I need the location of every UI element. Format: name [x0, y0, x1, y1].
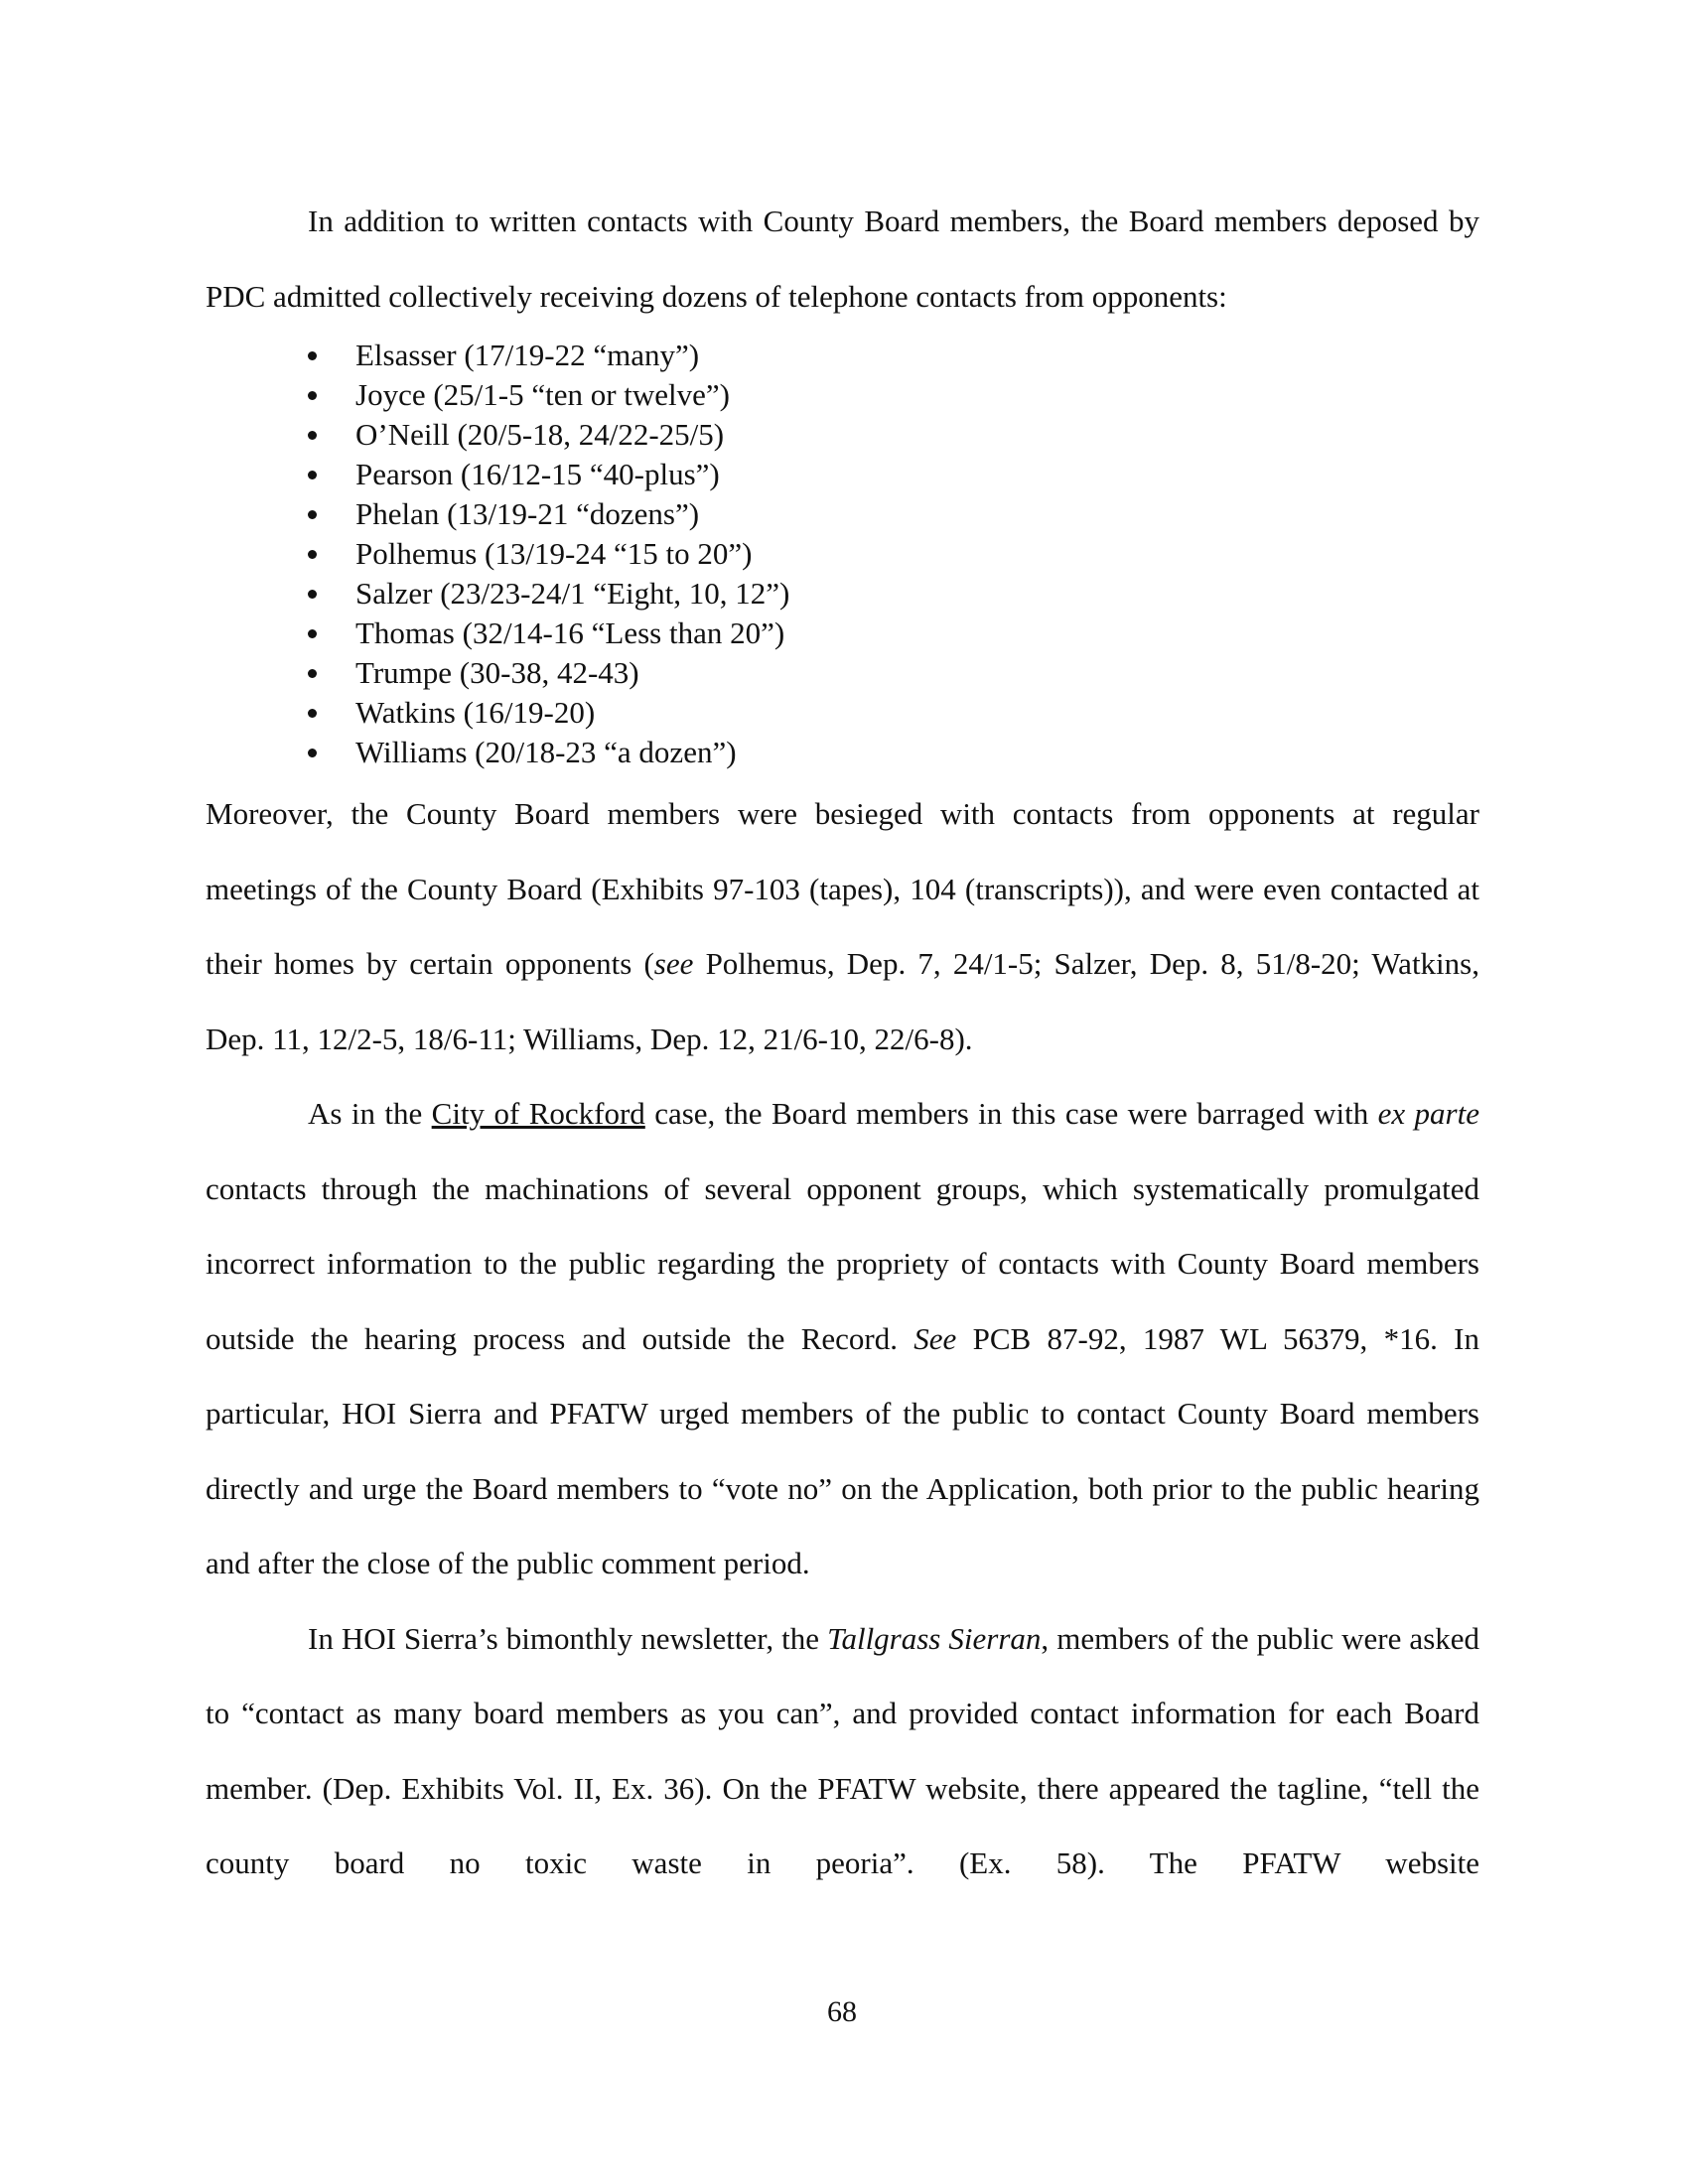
list-item-text: Pearson (16/12-15 “40-plus”) — [355, 457, 720, 491]
list-item — [308, 415, 1479, 455]
bullet-icon — [308, 749, 317, 757]
bullet-icon — [308, 391, 317, 400]
list-item — [308, 494, 1479, 534]
bullet-icon — [308, 550, 317, 559]
list-item — [308, 336, 1479, 375]
list-item-text: Phelan (13/19-21 “dozens”) — [355, 496, 700, 531]
case-name: City of Rockford — [431, 1096, 645, 1131]
paragraph-text: Polhemus, Dep. 7, 24/1-5; Salzer, Dep. 8, 51/8-20; Watkins, Dep. 11, 12/2-5, 18/6-11; Williams, Dep. 12, 21/6-10, 22/6-8). — [206, 946, 1479, 1056]
list-item-text: O’Neill (20/5-18, 24/22-25/5) — [355, 417, 725, 452]
list-item-text: Williams (20/18-23 “a dozen”) — [355, 735, 737, 769]
paragraph-text: In addition to written contacts with County Board members, the Board members deposed by PDC admitted collectively receiving dozens of telephone contacts from opponents: — [206, 204, 1479, 314]
list-item — [308, 614, 1479, 653]
paragraph-telephone-contacts — [206, 184, 1479, 334]
bullet-icon — [308, 510, 317, 519]
citation-signal: see — [653, 946, 694, 981]
list-item — [308, 455, 1479, 494]
list-item-text: Trumpe (30-38, 42-43) — [355, 655, 639, 690]
list-item — [308, 653, 1479, 693]
paragraph-text: PCB 87-92, 1987 WL 56379, *16. In particular, HOI Sierra and PFATW urged members of the public to contact County Board members directly and urge the Board members to “vote no” on the Application, both prior to the public hearing and after the close of the public comment period. — [206, 1320, 1479, 1580]
list-item — [308, 375, 1479, 415]
page-number: 68 — [827, 1995, 857, 2028]
paragraph-newsletter — [206, 1601, 1479, 1901]
bullet-icon — [308, 471, 317, 479]
paragraph-board-meetings — [206, 776, 1479, 1076]
paragraph-text: Moreover, the County Board members were besieged with contacts from opponents at regular meetings of the County Board (Exhibits 97-103 (tapes), 104 (transcripts)), and were even contacted at their homes by certain opponents ( — [206, 796, 1479, 981]
list-item — [308, 693, 1479, 733]
citation-signal: See — [913, 1320, 957, 1356]
list-item — [308, 534, 1479, 574]
latin-term: ex parte — [1377, 1096, 1479, 1131]
list-item-text: Polhemus (13/19-24 “15 to 20”) — [355, 536, 753, 571]
paragraph-text: contacts through the machinations of several opponent groups, which systematically promulgated incorrect information to the public regarding the propriety of contacts with County Board members outside the hearing process and outside the Record. — [206, 1170, 1479, 1356]
list-item — [308, 574, 1479, 614]
bullet-icon — [308, 669, 317, 678]
bullet-icon — [308, 351, 317, 360]
list-item-text: Thomas (32/14-16 “Less than 20”) — [355, 615, 785, 650]
bullet-icon — [308, 590, 317, 599]
paragraph-text: case, the Board members in this case were barraged with — [644, 1096, 1378, 1131]
list-item-text: Joyce (25/1-5 “ten or twelve”) — [355, 377, 731, 412]
paragraph-rockford-case — [206, 1076, 1479, 1601]
list-item-text: Salzer (23/23-24/1 “Eight, 10, 12”) — [355, 576, 790, 611]
publication-title: Tallgrass Sierran — [827, 1620, 1042, 1656]
paragraph-text: As in the — [308, 1096, 432, 1131]
paragraph-text: In HOI Sierra’s bimonthly newsletter, the — [308, 1620, 828, 1656]
board-member-list — [308, 336, 1479, 772]
list-item-text: Watkins (16/19-20) — [355, 695, 596, 730]
list-item — [308, 733, 1479, 772]
document-page — [206, 184, 1479, 1901]
bullet-icon — [308, 431, 317, 440]
paragraph-text: , members of the public were asked to “contact as many board members as you can”, and provided contact information for each Board member. (Dep. Exhibits Vol. II, Ex. 36). On the PFATW website, there appeared the tagline, “tell the county board no toxic waste in peoria”. (Ex. 58). The PFATW website — [206, 1620, 1480, 1880]
bullet-icon — [308, 629, 317, 638]
bullet-icon — [308, 709, 317, 718]
list-item-text: Elsasser (17/19-22 “many”) — [355, 338, 700, 372]
